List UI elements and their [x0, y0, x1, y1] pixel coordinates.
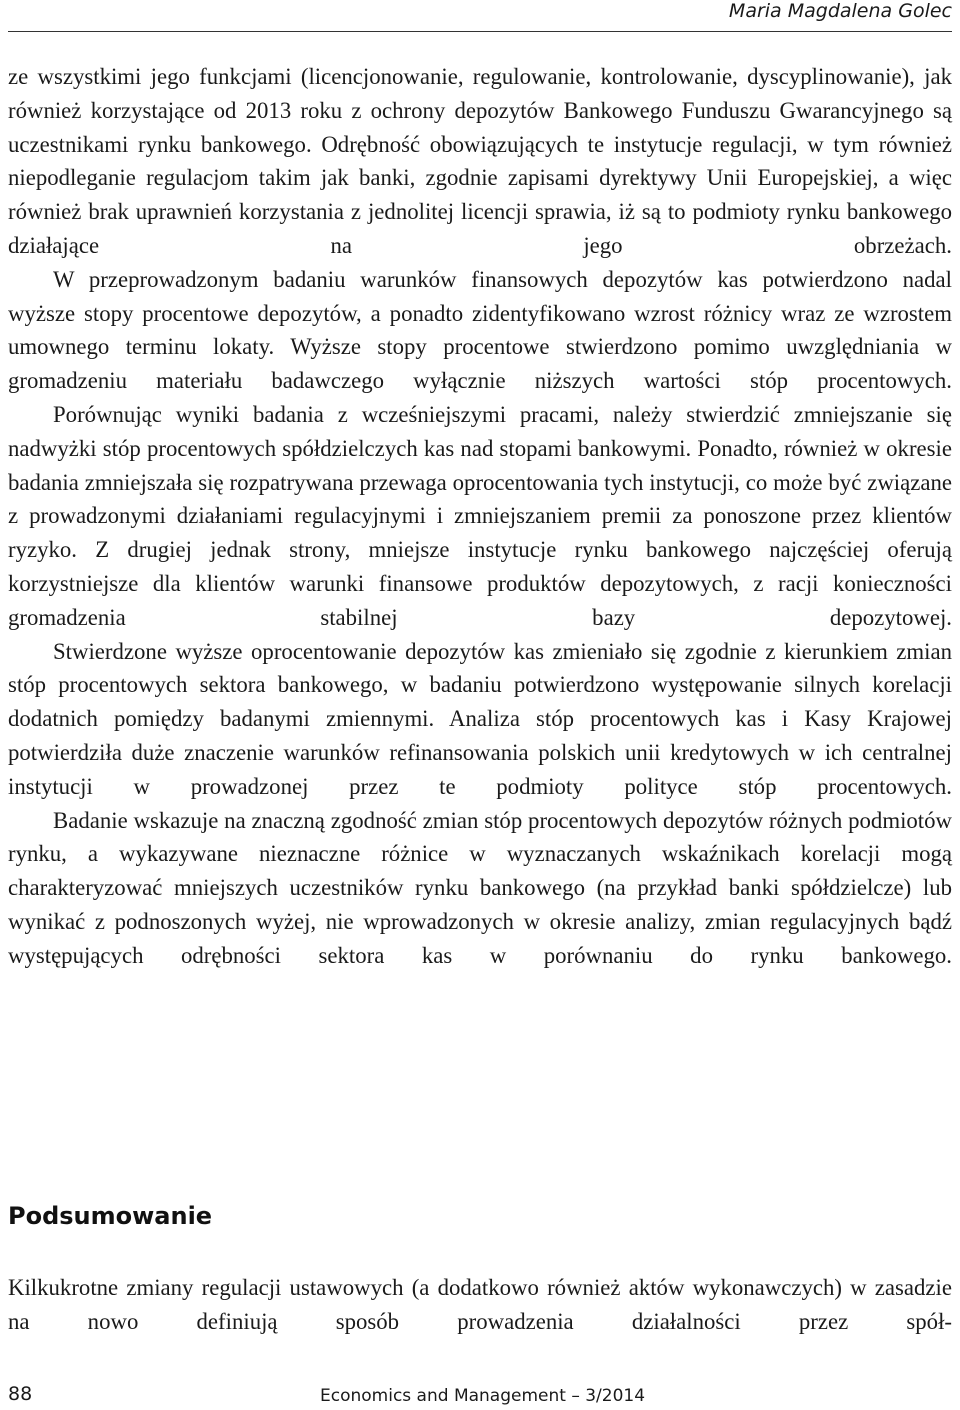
paragraph: Porównując wyniki badania z wcześniejszymi pracami, należy stwierdzić zmniejszanie się nadwyżki stóp procentowych spółdzielczych kas nad stopami bankowymi. Ponadto, również w okresie badania zmniejszała się rozpatrywana przewaga oprocentowania tych instytucji, co może być związane z prowadzonymi działaniami regulacyjnymi i zmniejszaniem premii za ponoszone przez klientów ryzyko. Z drugiej jednak strony, mniejsze instytucje rynku bankowego najczęściej oferują korzystniejsze dla klientów warunki finansowe produktów depozytowych, z racji konieczności gromadzenia stabilnej bazy depozytowej.: [8, 401, 952, 630]
body-text-block: [8, 60, 952, 973]
journal-footer: Economics and Management – 3/2014: [320, 1386, 646, 1406]
paragraph: Stwierdzone wyższe oprocentowanie depozytów kas zmieniało się zgodnie z kierunkiem zmian stóp procentowych sektora bankowego, w badaniu potwierdzono występowanie silnych korelacji dodatnich pomiędzy badanymi zmiennymi. Analiza stóp procentowych kas i Kasy Krajowej potwierdziła duże znaczenie warunków refinansowania polskich unii kredytowych w ich centralnej instytucji w prowadzonej przez te podmioty polityce stóp procentowych.: [8, 638, 952, 799]
section-heading: Podsumowanie: [8, 1202, 213, 1230]
section-body: [8, 1271, 952, 1339]
paragraph: Badanie wskazuje na znaczną zgodność zmian stóp procentowych depozytów różnych podmiotów rynku, a wykazywane nieznaczne różnice w wyznaczanych wskaźnikach korelacji mogą charakteryzować mniejszych uczestników rynku bankowego (na przykład banki spółdzielcze) lub wynikać z podnoszonych wyżej, nie wprowadzonych w okresie analizy, zmian regulacyjnych bądź występujących odrębności sektora kas w porównaniu do rynku bankowego.: [8, 807, 952, 968]
paragraph: W przeprowadzonym badaniu warunków finansowych depozytów kas potwierdzono nadal wyższe stopy procentowe depozytów, a ponadto zidentyfikowano wzrost różnicy wraz ze wzrostem umownego terminu lokaty. Wyższe stopy procentowe stwierdzono pomimo uwzględniania w gromadzeniu materiału badawczego wyłącznie niższych wartości stóp procentowych.: [8, 266, 952, 394]
running-head-author: Maria Magdalena Golec: [728, 0, 952, 22]
paragraph-continued: ze wszystkimi jego funkcjami (licencjonowanie, regulowanie, kontrolowanie, dyscyplinowanie), jak również korzystające od 2013 roku z ochrony depozytów Bankowego Funduszu Gwarancyjnego są uczestnikami rynku bankowego. Odrębność obowiązujących te instytucje regulacji, w tym również niepodleganie regulacjom takim jak banki, zgodnie zapisami dyrektywy Unii Europejskiej, a więc również brak uprawnień korzystania z jednolitej licencji sprawia, iż są to podmioty rynku bankowego działające na jego obrzeżach.: [8, 64, 952, 258]
section-paragraph: Kilkukrotne zmiany regulacji ustawowych (a dodatkowo również aktów wykonawczych) w zasadzie na nowo definiują sposób prowadzenia działalności przez spół-: [8, 1275, 952, 1334]
header-rule: [8, 31, 952, 32]
page-number: 88: [8, 1383, 33, 1405]
